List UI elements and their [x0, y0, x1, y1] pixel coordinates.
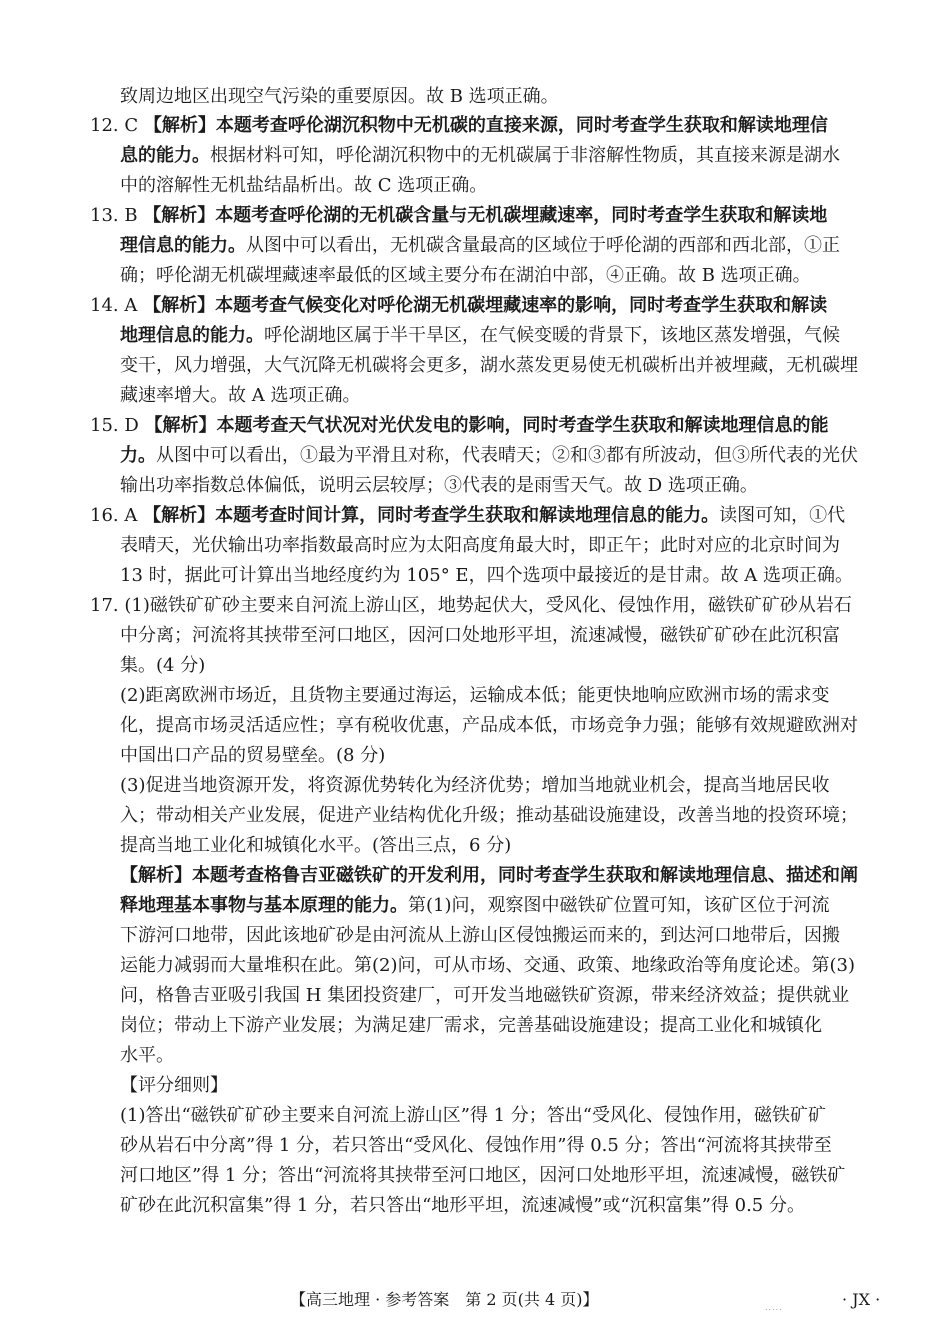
text-span: 提高当地工业化和城镇化水平。(答出三点，6 分)	[120, 835, 512, 856]
footer-dots: .....	[765, 1303, 783, 1312]
text-line	[120, 143, 840, 169]
text-span: (3)促进当地资源开发，将资源优势转化为经济优势；增加当地就业机会，提高当地居民收	[120, 775, 830, 796]
text-span: 输出功率指数总体偏低，说明云层较厚；③代表的是雨雪天气。故 D 选项正确。	[120, 475, 758, 496]
text-span: 集。(4 分)	[120, 655, 206, 676]
text-span: 表晴天，光伏输出功率指数最高时应为太阳高度角最大时，即正午；此时对应的北京时间为	[120, 535, 840, 556]
bold-text: 力。	[120, 445, 156, 466]
text-span: 变干，风力增强，大气沉降无机碳将会更多，湖水蒸发更易使无机碳析出并被埋藏，无机碳埋	[120, 355, 858, 376]
bold-text: 【解析】本题考查时间计算，同时考查学生获取和解读地理信息的能力。	[143, 505, 720, 526]
text-span: 【评分细则】	[120, 1075, 228, 1096]
text-line	[120, 713, 858, 739]
text-line	[120, 1073, 228, 1099]
text-span: 从图中可以看出，①最为平滑且对称，代表晴天；②和③都有所波动，但③所代表的光伏	[156, 445, 858, 466]
text-line	[120, 173, 487, 199]
text-line	[120, 863, 858, 889]
text-line	[120, 323, 840, 349]
text-line	[90, 113, 828, 139]
text-line	[120, 473, 758, 499]
text-line	[120, 743, 385, 769]
bold-text: 【解析】本题考查格鲁吉亚磁铁矿的开发利用，同时考查学生获取和解读地理信息、描述和阐	[120, 865, 858, 886]
text-line	[120, 1193, 805, 1219]
bold-text: 【解析】本题考查呼伦湖的无机碳含量与无机碳埋藏速率，同时考查学生获取和解读地	[143, 205, 828, 226]
text-span: 呼伦湖地区属于半干旱区，在气候变暖的背景下，该地区蒸发增强，气候	[264, 325, 840, 346]
text-line	[120, 773, 830, 799]
text-span: 藏速率增大。故 A 选项正确。	[120, 385, 361, 406]
bold-text: 【解析】本题考查气候变化对呼伦湖无机碳埋藏速率的影响，同时考查学生获取和解读	[143, 295, 828, 316]
text-span: 矿砂在此沉积富集”得 1 分，若只答出“地形平坦，流速减慢”或“沉积富集”得 0.5 分。	[120, 1195, 805, 1216]
text-line	[120, 923, 840, 949]
text-span: 问，格鲁吉亚吸引我国 H 集团投资建厂，可开发当地磁铁矿资源，带来经济效益；提供就业	[120, 985, 850, 1006]
text-line	[90, 503, 845, 529]
text-span: 岗位；带动上下游产业发展；为满足建厂需求，完善基础设施建设；提高工业化和城镇化	[120, 1015, 822, 1036]
text-span: 13 时，据此可计算出当地经度约为 105° E，四个选项中最接近的是甘肃。故 A 选项正确。	[120, 565, 854, 586]
text-line	[90, 203, 827, 229]
text-span: 砂从岩石中分离”得 1 分，若只答出“受风化、侵蚀作用”得 0.5 分；答出“河流将其挟带至	[120, 1135, 832, 1156]
text-span: 入；带动相关产业发展，促进产业结构优化升级；推动基础设施建设，改善当地的投资环境；	[120, 805, 858, 826]
text-span: 化，提高市场灵活适应性；享有税收优惠，产品成本低，市场竞争力强；能够有效规避欧洲对	[120, 715, 858, 736]
text-line	[120, 623, 840, 649]
text-line	[120, 84, 559, 110]
text-line	[90, 593, 852, 619]
text-span: 16. A	[90, 505, 144, 526]
text-line	[120, 653, 205, 679]
text-line	[90, 413, 829, 439]
text-span: 根据材料可知，呼伦湖沉积物中的无机碳属于非溶解性物质，其直接来源是湖水	[210, 145, 840, 166]
text-span: 14. A	[90, 295, 144, 316]
text-span: 中的溶解性无机盐结晶析出。故 C 选项正确。	[120, 175, 488, 196]
text-line	[120, 533, 840, 559]
text-span: 读图可知，①代	[719, 505, 846, 526]
text-span: 河口地区”得 1 分；答出“河流将其挟带至河口地区，因河口处地形平坦，流速减慢，磁铁矿	[120, 1165, 846, 1186]
text-span: 中分离；河流将其挟带至河口地区，因河口处地形平坦，流速减慢，磁铁矿矿砂在此沉积富	[120, 625, 840, 646]
bold-text: 【解析】本题考查呼伦湖沉积物中无机碳的直接来源，同时考查学生获取和解读地理信	[143, 115, 828, 136]
text-span: (2)距离欧洲市场近，且货物主要通过海运，运输成本低；能更快地响应欧洲市场的需求变	[120, 685, 830, 706]
text-line	[120, 1013, 822, 1039]
text-line	[120, 1043, 174, 1069]
text-span: (1)答出“磁铁矿矿砂主要来自河流上游山区”得 1 分；答出“受风化、侵蚀作用，磁铁矿矿	[120, 1105, 826, 1126]
text-span: 下游河口地带，因此该地矿砂是由河流从上游山区侵蚀搬运而来的，到达河口地带后，因搬	[120, 925, 840, 946]
text-line	[120, 953, 855, 979]
text-span: 第(1)问，观察图中磁铁矿位置可知，该矿区位于河流	[408, 895, 830, 916]
bold-text: 释地理基本事物与基本原理的能力。	[120, 895, 408, 916]
text-line	[120, 1103, 826, 1129]
bold-text: 息的能力。	[120, 145, 210, 166]
text-line	[120, 893, 830, 919]
text-span: 致周边地区出现空气污染的重要原因。故 B 选项正确。	[120, 86, 559, 107]
text-line	[120, 263, 811, 289]
text-line	[120, 833, 511, 859]
text-line	[120, 1133, 832, 1159]
text-span: 17. (1)磁铁矿矿砂主要来自河流上游山区，地势起伏大，受风化、侵蚀作用，磁铁矿矿砂从岩石	[90, 595, 852, 616]
text-span: 15. D	[90, 415, 145, 436]
text-line	[120, 803, 858, 829]
text-span: 从图中可以看出，无机碳含量最高的区域位于呼伦湖的西部和西北部，①正	[246, 235, 840, 256]
text-line	[120, 683, 830, 709]
footer-title: 【高三地理 · 参考答案 第 2 页(共 4 页)】	[290, 1290, 599, 1309]
text-span: 水平。	[120, 1045, 174, 1066]
text-span: 运能力减弱而大量堆积在此。第(2)问，可从市场、交通、政策、地缘政治等角度论述。第(3)	[120, 955, 855, 976]
text-span: 中国出口产品的贸易壁垒。(8 分)	[120, 745, 386, 766]
bold-text: 理信息的能力。	[120, 235, 246, 256]
text-line	[120, 383, 360, 409]
text-line	[90, 293, 827, 319]
text-line	[120, 353, 858, 379]
text-line	[120, 1163, 845, 1189]
bold-text: 地理信息的能力。	[120, 325, 264, 346]
footer-code: · JX ·	[842, 1290, 881, 1309]
bold-text: 【解析】本题考查天气状况对光伏发电的影响，同时考查学生获取和解读地理信息的能	[144, 415, 829, 436]
text-line	[120, 563, 853, 589]
text-line	[120, 443, 858, 469]
text-line	[120, 233, 840, 259]
text-line	[120, 983, 849, 1009]
text-span: 13. B	[90, 205, 144, 226]
text-span: 12. C	[90, 115, 144, 136]
text-span: 确；呼伦湖无机碳埋藏速率最低的区域主要分布在湖泊中部，④正确。故 B 选项正确。	[120, 265, 811, 286]
